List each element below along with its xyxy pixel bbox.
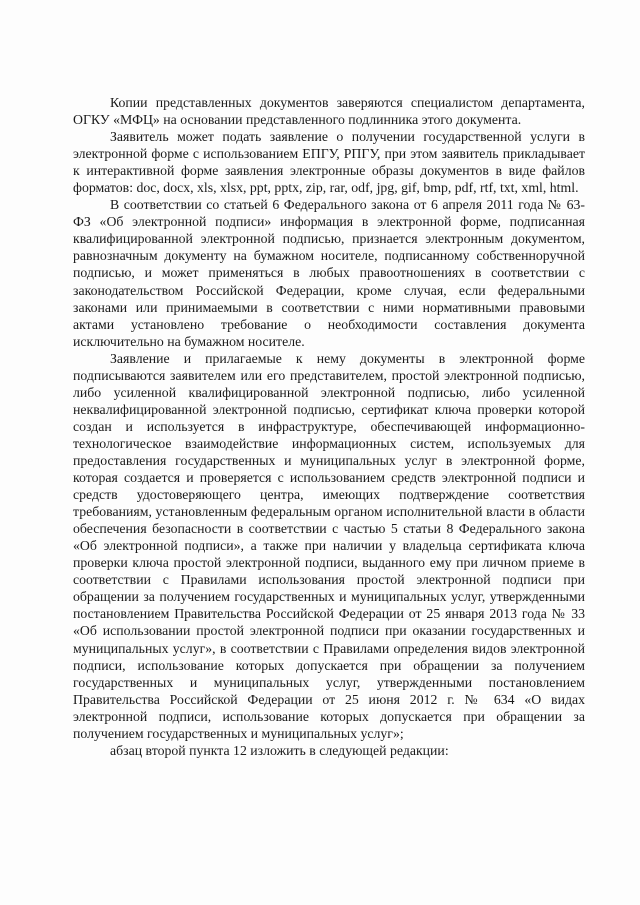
paragraph-electronic-application: Заявитель может подать заявление о получении государственной услуги в электронной форме с использованием ЕПГУ, РПГУ, при этом заявитель прикладывает к интерактивной форме заявления электронные образы документов в виде файлов форматов: doc, docx, xls, xlsx, ppt, pptx, zip, rar, odf, jpg, gif, bmp, pdf, rtf, txt, xml, html. <box>73 129 585 196</box>
paragraph-signature-requirements: Заявление и прилагаемые к нему документы в электронной форме подписываются заявителем или его представителем, простой электронной подписью, либо усиленной квалифицированной электронной подписью, либо усиленной неквалифицированной электронной подписью, сертификат ключа проверки которой создан и используется в инфраструктуре, обеспечивающей информационно-технологическое взаимодействие информационных систем, используемых для предоставления государственных и муниципальных услуг в электронной форме, которая создается и проверяется с использованием средств электронной подписи и средств удостоверяющего центра, имеющих подтверждение соответствия требованиям, установленным федеральным органом исполнительной власти в области обеспечения безопасности в соответствии с частью 5 статьи 8 Федерального закона «Об электронной подписи», а также при наличии у владельца сертификата ключа проверки ключа простой электронной подписи, выданного ему при личном приеме в соответствии с Правилами использования простой электронной подписи при обращении за получением государственных и муниципальных услуг, утвержденными постановлением Правительства Российской Федерации от 25 января 2013 года № 33 «Об использовании простой электронной подписи при оказании государственных и муниципальных услуг», в соответствии с Правилами определения видов электронной подписи, использование которых допускается при обращении за получением государственных и муниципальных услуг, утвержденными постановлением Правительства Российской Федерации от 25 июня 2012 г. № 634 «О видах электронной подписи, использование которых допускается при обращении за получением государственных и муниципальных услуг»; <box>73 350 585 741</box>
paragraph-law-63fz: В соответствии со статьей 6 Федерального закона от 6 апреля 2011 года № 63-ФЗ «Об электронной подписи» информация в электронной форме, подписанная квалифицированной электронной подписью, признается электронным документом, равнозначным документу на бумажном носителе, подписанному собственноручной подписью, и может применяться в любых правоотношениях в соответствии с законодательством Российской Федерации, кроме случая, если федеральными законами или принимаемыми в соответствии с ними нормативными правовыми актами установлено требование о необходимости составления документа исключительно на бумажном носителе. <box>73 197 585 349</box>
paragraph-amendment: абзац второй пункта 12 изложить в следующей редакции: <box>110 742 449 758</box>
document-body <box>73 94 585 759</box>
paragraph-copies: Копии представленных документов заверяются специалистом департамента, ОГКУ «МФЦ» на основании представленного подлинника этого документа. <box>73 95 585 128</box>
